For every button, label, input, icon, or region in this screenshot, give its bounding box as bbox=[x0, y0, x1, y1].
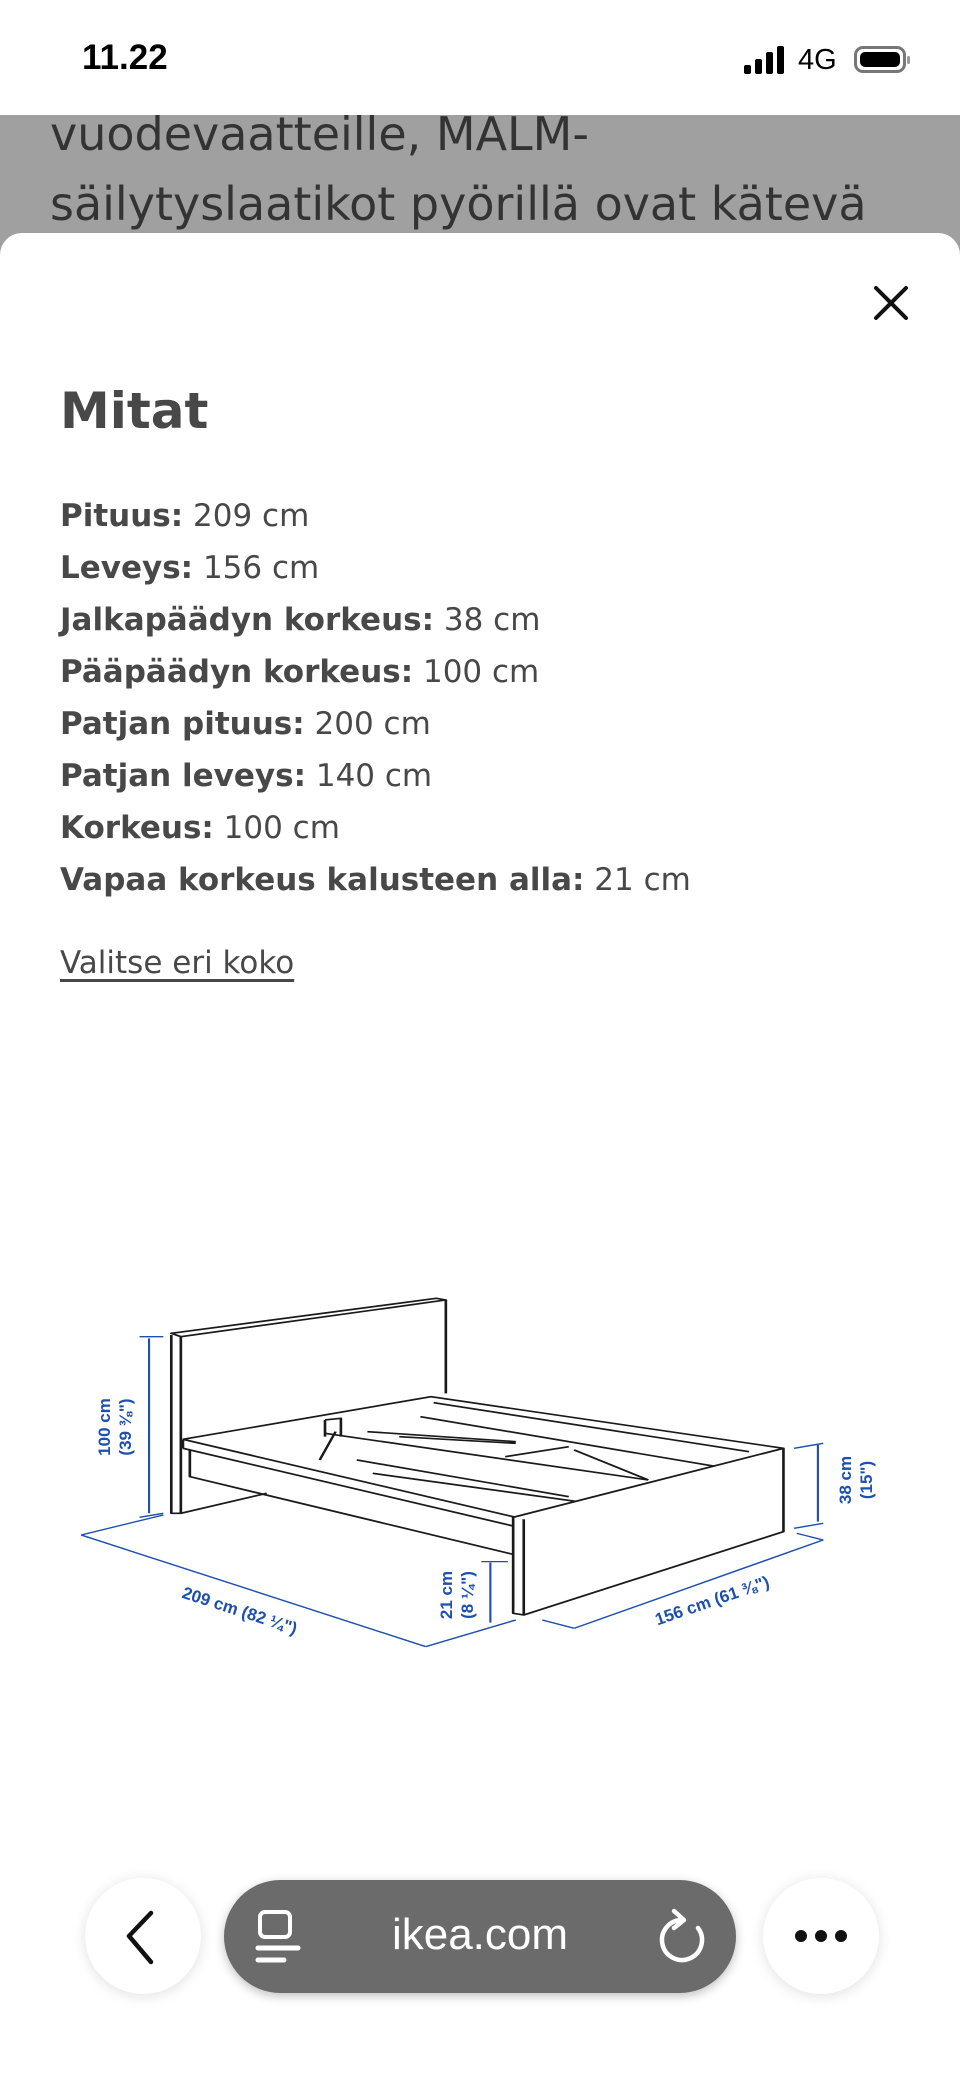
dim-foot-cm: 38 cm bbox=[836, 1455, 855, 1505]
spec-value: 38 cm bbox=[443, 602, 541, 638]
spec-row bbox=[60, 854, 691, 906]
status-bar bbox=[0, 0, 960, 115]
spec-value: 140 cm bbox=[315, 758, 433, 794]
spec-value: 200 cm bbox=[314, 706, 431, 742]
background-text: säilytyslaatikot pyörillä ovat kätevä bbox=[50, 177, 867, 231]
more-options-button[interactable] bbox=[763, 1878, 879, 1994]
spec-row bbox=[60, 750, 691, 802]
spec-value: 100 cm bbox=[422, 654, 540, 690]
spec-label: Vapaa korkeus kalusteen alla: bbox=[60, 862, 585, 898]
spec-row bbox=[60, 490, 691, 542]
spec-row bbox=[60, 646, 691, 698]
network-type: 4G bbox=[798, 44, 837, 76]
signal-icon bbox=[744, 46, 788, 74]
dim-headboard-in: (39 ⅜") bbox=[116, 1398, 135, 1456]
spec-label: Jalkapäädyn korkeus: bbox=[60, 602, 434, 638]
dim-length: 209 cm (82 ¼") bbox=[179, 1583, 300, 1639]
spec-value: 209 cm bbox=[193, 498, 310, 534]
dim-clearance-cm: 21 cm bbox=[437, 1570, 456, 1620]
more-dots-icon bbox=[763, 1878, 879, 1994]
bed-drawing bbox=[171, 1298, 783, 1615]
spec-row bbox=[60, 594, 691, 646]
spec-label: Patjan leveys: bbox=[60, 758, 306, 794]
spec-list bbox=[60, 490, 691, 906]
sheet-title: Mitat bbox=[60, 382, 209, 440]
spec-value: 156 cm bbox=[202, 550, 320, 586]
back-button[interactable] bbox=[85, 1878, 201, 1994]
spec-label: Pääpäädyn korkeus: bbox=[60, 654, 414, 690]
spec-row bbox=[60, 802, 691, 854]
chevron-left-icon bbox=[85, 1878, 201, 1994]
dim-clearance-in: (8 ¼") bbox=[458, 1571, 477, 1619]
spec-value: 100 cm bbox=[223, 810, 340, 846]
close-icon[interactable] bbox=[868, 280, 914, 326]
bed-dimension-diagram bbox=[0, 1280, 960, 1680]
dim-foot-in: (15") bbox=[857, 1460, 876, 1500]
background-text: vuodevaatteille, MALM- bbox=[50, 115, 589, 161]
dim-width: 156 cm (61 ⅜") bbox=[652, 1572, 772, 1630]
url-text: ikea.com bbox=[391, 1910, 569, 1959]
change-size-link[interactable]: Valitse eri koko bbox=[60, 945, 295, 981]
status-time: 11.22 bbox=[82, 38, 168, 77]
reload-icon[interactable] bbox=[654, 1908, 710, 1966]
spec-row bbox=[60, 542, 691, 594]
battery-icon bbox=[854, 46, 906, 73]
spec-row bbox=[60, 698, 691, 750]
spec-label: Pituus: bbox=[60, 498, 184, 534]
spec-label: Korkeus: bbox=[60, 810, 214, 846]
dim-headboard-cm: 100 cm bbox=[95, 1398, 114, 1456]
spec-value: 21 cm bbox=[594, 862, 691, 898]
address-bar[interactable] bbox=[224, 1880, 736, 1993]
spec-label: Leveys: bbox=[60, 550, 194, 586]
spec-label: Patjan pituus: bbox=[60, 706, 305, 742]
